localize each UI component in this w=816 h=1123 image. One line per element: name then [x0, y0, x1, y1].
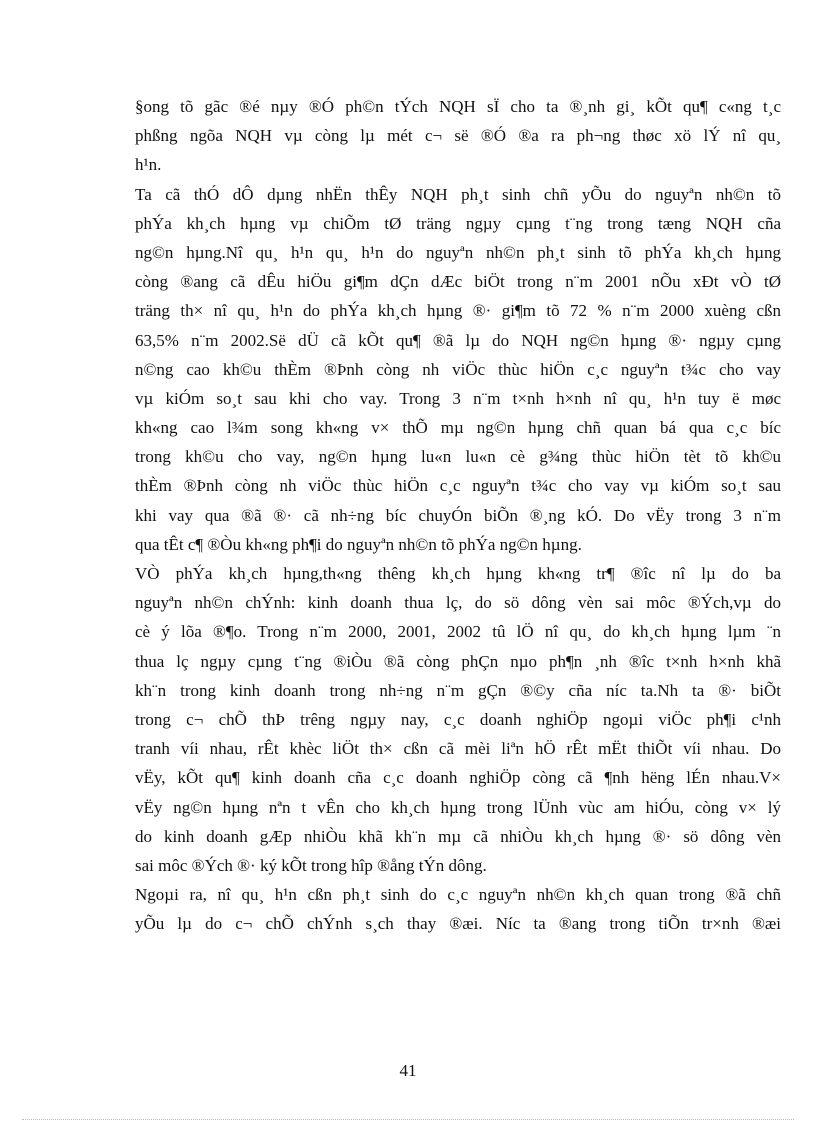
text-line-24: vËy, kÕt qu¶ kinh doanh cña c¸c doanh nghiÖp còng cã ¶nh hëng lÉn nhau.V× — [135, 768, 781, 788]
text-line-29: yÕu lµ do c¬ chÕ chÝnh s¸ch thay ®æi. Níc ta ®ang trong tiÕn tr×nh ®æi — [135, 914, 781, 934]
text-line-15: khi vay qua ®ã ®· cã nh÷ng bíc chuyÓn biÕn ®¸ng kÓ. Do vËy trong 3 n¨m — [135, 505, 781, 525]
text-line-20: thua lç ngµy cµng t¨ng ®iÒu ®ã còng phÇn nµo ph¶n ¸nh ®îc t×nh h×nh khã — [135, 651, 781, 671]
text-line-4: Ta cã thÓ dÔ dµng nhËn thÊy NQH ph¸t sinh chñ yÕu do nguyªn nh©n tõ — [135, 184, 781, 204]
text-line-26: do kinh doanh gÆp nhiÒu khã kh¨n mµ cã nhiÒu kh¸ch hµng ®· sö dông vèn — [135, 826, 781, 846]
text-line-7: còng ®ang cã dÊu hiÖu gi¶m dÇn dÆc biÖt trong n¨m 2001 nÕu xÐt vÒ tØ — [135, 272, 781, 292]
text-line-23: tranh víi nhau, rÊt khèc liÖt th× cßn cã mèi liªn hÖ rÊt mËt thiÕt víi nhau. Do — [135, 739, 781, 759]
text-line-6: ng©n hµng.Nî qu¸ h¹n qu¸ h¹n do nguyªn nh©n ph¸t sinh tõ phÝa kh¸ch hµng — [135, 242, 781, 262]
text-line-14: thÈm ®Þnh còng nh viÖc thùc hiÖn c¸c nguyªn t¾c cho vay vµ kiÓm so¸t sau — [135, 476, 781, 496]
text-line-19: cè ý lõa ®¶o. Trong n¨m 2000, 2001, 2002 tû lÖ nî qu¸ do kh¸ch hµng lµm ¨n — [135, 622, 781, 642]
text-line-16: qua tÊt c¶ ®Òu kh«ng ph¶i do nguyªn nh©n tõ phÝa ng©n hµng. — [135, 534, 582, 554]
text-line-21: kh¨n trong kinh doanh trong nh÷ng n¨m gÇn ®©y cña níc ta.Nh ta ®· biÕt — [135, 680, 781, 700]
text-line-13: trong kh©u cho vay, ng©n hµng lu«n lu«n cè g¾ng thùc hiÖn tèt tõ kh©u — [135, 447, 781, 467]
text-line-1: §ong tõ gãc ®é nµy ®Ó ph©n tÝch NQH sÏ cho ta ®¸nh gi¸ kÕt qu¶ c«ng t¸c — [135, 97, 781, 116]
text-line-28: Ngoµi ra, nî qu¸ h¹n cßn ph¸t sinh do c¸c nguyªn nh©n kh¸ch quan trong ®ã chñ — [135, 885, 781, 905]
text-line-2: phßng ngõa NQH vµ còng lµ mét c¬ së ®Ó ®a ra ph¬ng thøc xö lÝ nî qu¸ — [135, 126, 781, 146]
page-bottom-divider — [22, 1119, 794, 1120]
text-line-10: n©ng cao kh©u thÈm ®Þnh còng nh viÖc thùc hiÖn c¸c nguyªn t¾c cho vay — [135, 359, 781, 379]
text-line-11: vµ kiÓm so¸t sau khi cho vay. Trong 3 n¨m t×nh h×nh nî qu¸ h¹n tuy ë møc — [135, 388, 781, 408]
text-line-25: vËy ng©n hµng nªn t vÊn cho kh¸ch hµng trong lÜnh vùc am hiÓu, còng v× lý — [135, 797, 781, 817]
text-line-5: phÝa kh¸ch hµng vµ chiÕm tØ träng ngµy cµng t¨ng trong tæng NQH cña — [135, 213, 781, 233]
text-line-17: VÒ phÝa kh¸ch hµng,th«ng thêng kh¸ch hµng kh«ng tr¶ ®îc nî lµ do ba — [135, 564, 781, 583]
text-line-22: trong c¬ chÕ thÞ trêng ngµy nay, c¸c doanh nghiÖp ngoµi viÖc ph¶i c¹nh — [135, 709, 781, 729]
body-text — [135, 92, 781, 938]
text-line-8: träng th× nî qu¸ h¹n do phÝa kh¸ch hµng ®· gi¶m tõ 72 % n¨m 2000 xuèng cßn — [135, 301, 781, 321]
text-line-27: sai môc ®Ých ®· ký kÕt trong hîp ®ång tÝn dông. — [135, 855, 487, 875]
text-line-18: nguyªn nh©n chÝnh: kinh doanh thua lç, do sö dông vèn sai môc ®Ých,vµ do — [135, 593, 781, 613]
page-number: 41 — [399, 1061, 417, 1080]
text-line-9: 63,5% n¨m 2002.Së dÜ cã kÕt qu¶ ®ã lµ do NQH ng©n hµng ®· ngµy cµng — [135, 330, 781, 350]
text-line-12: kh«ng cao l¾m song kh«ng v× thÕ mµ ng©n hµng chñ quan bá qua c¸c bíc — [135, 418, 781, 438]
text-line-3: h¹n. — [135, 155, 162, 175]
